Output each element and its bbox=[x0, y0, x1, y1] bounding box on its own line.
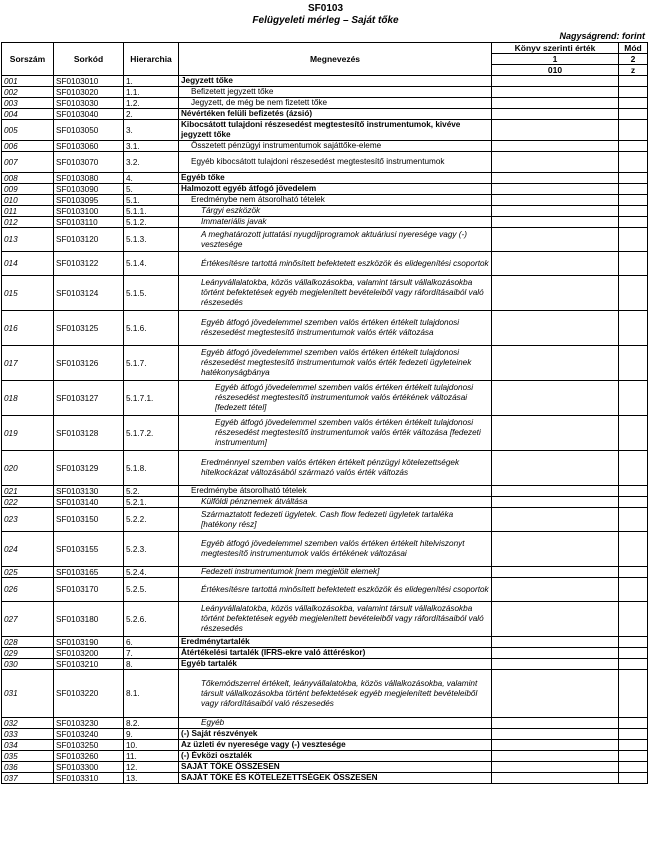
row-mod-cell[interactable] bbox=[619, 578, 648, 602]
row-code: SF0103125 bbox=[54, 311, 124, 346]
table-row bbox=[2, 381, 648, 416]
row-value-cell[interactable] bbox=[492, 252, 619, 276]
row-serial: 002 bbox=[2, 87, 54, 98]
row-name: Jegyzett, de még be nem fizetett tőke bbox=[179, 98, 492, 109]
row-serial: 012 bbox=[2, 217, 54, 228]
row-hierarchy: 5.1.7. bbox=[124, 346, 179, 381]
row-name: Egyéb átfogó jövedelemmel szemben valós értéken értékelt tulajdonosi részesedést megtestesítő instrumentumok valós érték változása [fedezeti instrumentum] bbox=[179, 416, 492, 451]
table-row bbox=[2, 670, 648, 718]
row-serial: 020 bbox=[2, 451, 54, 486]
table-row bbox=[2, 276, 648, 311]
table-row bbox=[2, 120, 648, 141]
row-hierarchy: 4. bbox=[124, 173, 179, 184]
row-name: Egyéb átfogó jövedelemmel szemben valós értéken értékelt tulajdonosi részesedést megtestesítő instrumentumok valós érték fedezeti ügyleteinek hatékonyságbánya bbox=[179, 346, 492, 381]
col-header-serial: Sorszám bbox=[2, 43, 54, 76]
row-hierarchy: 9. bbox=[124, 729, 179, 740]
table-row bbox=[2, 637, 648, 648]
table-row bbox=[2, 451, 648, 486]
row-hierarchy: 5.1.3. bbox=[124, 228, 179, 252]
table-row bbox=[2, 416, 648, 451]
row-value-cell[interactable] bbox=[492, 311, 619, 346]
row-name: Eredménybe nem átsorolható tételek bbox=[179, 195, 492, 206]
row-value-cell[interactable] bbox=[492, 659, 619, 670]
table-row bbox=[2, 217, 648, 228]
row-mod-cell[interactable] bbox=[619, 228, 648, 252]
row-serial: 018 bbox=[2, 381, 54, 416]
table-row bbox=[2, 508, 648, 532]
row-hierarchy: 5.2. bbox=[124, 486, 179, 497]
row-hierarchy: 5. bbox=[124, 184, 179, 195]
row-code: SF0103124 bbox=[54, 276, 124, 311]
row-serial: 003 bbox=[2, 98, 54, 109]
table-row bbox=[2, 141, 648, 152]
row-serial: 034 bbox=[2, 740, 54, 751]
col-code-value: 010 bbox=[492, 65, 619, 76]
row-hierarchy: 5.1.7.2. bbox=[124, 416, 179, 451]
row-value-cell[interactable] bbox=[492, 486, 619, 497]
row-mod-cell[interactable] bbox=[619, 252, 648, 276]
table-row bbox=[2, 228, 648, 252]
row-value-cell[interactable] bbox=[492, 637, 619, 648]
row-value-cell[interactable] bbox=[492, 206, 619, 217]
row-mod-cell[interactable] bbox=[619, 637, 648, 648]
table-row bbox=[2, 152, 648, 173]
row-value-cell[interactable] bbox=[492, 729, 619, 740]
row-mod-cell[interactable] bbox=[619, 497, 648, 508]
row-value-cell[interactable] bbox=[492, 578, 619, 602]
row-serial: 023 bbox=[2, 508, 54, 532]
row-name: Összetett pénzügyi instrumentumok sajáttőke-eleme bbox=[179, 141, 492, 152]
row-mod-cell[interactable] bbox=[619, 206, 648, 217]
row-mod-cell[interactable] bbox=[619, 195, 648, 206]
row-name: Értékesítésre tartottá minősített befektetett eszközök és elidegenítési csoportok bbox=[179, 578, 492, 602]
row-code: SF0103070 bbox=[54, 152, 124, 173]
row-serial: 021 bbox=[2, 486, 54, 497]
row-mod-cell[interactable] bbox=[619, 508, 648, 532]
row-value-cell[interactable] bbox=[492, 276, 619, 311]
row-code: SF0103300 bbox=[54, 762, 124, 773]
table-row bbox=[2, 751, 648, 762]
row-name: (-) Évközi osztalék bbox=[179, 751, 492, 762]
table-row bbox=[2, 740, 648, 751]
row-serial: 033 bbox=[2, 729, 54, 740]
row-mod-cell[interactable] bbox=[619, 120, 648, 141]
row-code: SF0103020 bbox=[54, 87, 124, 98]
row-name: Egyéb tartalék bbox=[179, 659, 492, 670]
row-value-cell[interactable] bbox=[492, 670, 619, 718]
row-name: Kibocsátott tulajdoni részesedést megtestesítő instrumentumok, kivéve jegyzett tőke bbox=[179, 120, 492, 141]
table-row bbox=[2, 729, 648, 740]
row-name: A meghatározott juttatási nyugdíjprogramok aktuáriusi nyeresége vagy (-) vesztesége bbox=[179, 228, 492, 252]
col-code-mod: z bbox=[619, 65, 648, 76]
row-hierarchy: 5.2.4. bbox=[124, 567, 179, 578]
row-serial: 008 bbox=[2, 173, 54, 184]
row-code: SF0103190 bbox=[54, 637, 124, 648]
row-name: Leányvállalatokba, közös vállalkozásokba, valamint társult vállalkozásokba történt befektetések egyéb megjelenített bevételeiből vagy ráfordításaiból való részesedés bbox=[179, 602, 492, 637]
row-code: SF0103030 bbox=[54, 98, 124, 109]
row-code: SF0103090 bbox=[54, 184, 124, 195]
row-name: Egyéb bbox=[179, 718, 492, 729]
row-serial: 029 bbox=[2, 648, 54, 659]
row-name: Eredménytartalék bbox=[179, 637, 492, 648]
row-serial: 025 bbox=[2, 567, 54, 578]
row-mod-cell[interactable] bbox=[619, 76, 648, 87]
row-value-cell[interactable] bbox=[492, 87, 619, 98]
row-name: Halmozott egyéb átfogó jövedelem bbox=[179, 184, 492, 195]
row-serial: 017 bbox=[2, 346, 54, 381]
col-number-value: 1 bbox=[492, 54, 619, 65]
row-hierarchy: 5.2.1. bbox=[124, 497, 179, 508]
row-mod-cell[interactable] bbox=[619, 98, 648, 109]
row-code: SF0103095 bbox=[54, 195, 124, 206]
row-name: Értékesítésre tartottá minősített befektetett eszközök és elidegenítési csoportok bbox=[179, 252, 492, 276]
table-row bbox=[2, 567, 648, 578]
row-code: SF0103122 bbox=[54, 252, 124, 276]
row-name: Jegyzett tőke bbox=[179, 76, 492, 87]
row-serial: 015 bbox=[2, 276, 54, 311]
row-mod-cell[interactable] bbox=[619, 109, 648, 120]
row-serial: 024 bbox=[2, 532, 54, 567]
row-mod-cell[interactable] bbox=[619, 532, 648, 567]
row-value-cell[interactable] bbox=[492, 346, 619, 381]
row-value-cell[interactable] bbox=[492, 532, 619, 567]
row-value-cell[interactable] bbox=[492, 152, 619, 173]
table-row bbox=[2, 346, 648, 381]
row-code: SF0103165 bbox=[54, 567, 124, 578]
row-mod-cell[interactable] bbox=[619, 659, 648, 670]
row-name: Névértéken felüli befizetés (ázsió) bbox=[179, 109, 492, 120]
row-name: Egyéb átfogó jövedelemmel szemben valós értéken értékelt tulajdonosi részesedést megtestesítő instrumentumok valós értékének változásai [fedezett tétel] bbox=[179, 381, 492, 416]
row-hierarchy: 10. bbox=[124, 740, 179, 751]
row-serial: 026 bbox=[2, 578, 54, 602]
row-code: SF0103310 bbox=[54, 773, 124, 784]
row-code: SF0103120 bbox=[54, 228, 124, 252]
row-hierarchy: 6. bbox=[124, 637, 179, 648]
row-hierarchy: 5.1.7.1. bbox=[124, 381, 179, 416]
row-serial: 014 bbox=[2, 252, 54, 276]
row-mod-cell[interactable] bbox=[619, 740, 648, 751]
row-mod-cell[interactable] bbox=[619, 381, 648, 416]
row-hierarchy: 1.2. bbox=[124, 98, 179, 109]
row-hierarchy: 3.1. bbox=[124, 141, 179, 152]
row-serial: 016 bbox=[2, 311, 54, 346]
row-serial: 027 bbox=[2, 602, 54, 637]
row-hierarchy: 8. bbox=[124, 659, 179, 670]
row-code: SF0103230 bbox=[54, 718, 124, 729]
row-serial: 028 bbox=[2, 637, 54, 648]
row-code: SF0103010 bbox=[54, 76, 124, 87]
row-value-cell[interactable] bbox=[492, 497, 619, 508]
row-mod-cell[interactable] bbox=[619, 486, 648, 497]
row-mod-cell[interactable] bbox=[619, 567, 648, 578]
table-row bbox=[2, 497, 648, 508]
row-serial: 001 bbox=[2, 76, 54, 87]
table-row bbox=[2, 252, 648, 276]
report-title: Felügyeleti mérleg – Saját tőke bbox=[252, 15, 399, 26]
row-code: SF0103126 bbox=[54, 346, 124, 381]
row-value-cell[interactable] bbox=[492, 648, 619, 659]
table-row bbox=[2, 311, 648, 346]
row-hierarchy: 11. bbox=[124, 751, 179, 762]
row-name: Átértékelési tartalék (IFRS-ekre való áttéréskor) bbox=[179, 648, 492, 659]
row-hierarchy: 13. bbox=[124, 773, 179, 784]
row-code: SF0103260 bbox=[54, 751, 124, 762]
row-hierarchy: 5.1.2. bbox=[124, 217, 179, 228]
row-code: SF0103080 bbox=[54, 173, 124, 184]
row-code: SF0103210 bbox=[54, 659, 124, 670]
row-hierarchy: 1.1. bbox=[124, 87, 179, 98]
row-hierarchy: 5.1.1. bbox=[124, 206, 179, 217]
row-serial: 032 bbox=[2, 718, 54, 729]
col-number-mod: 2 bbox=[619, 54, 648, 65]
row-mod-cell[interactable] bbox=[619, 718, 648, 729]
row-mod-cell[interactable] bbox=[619, 276, 648, 311]
table-row bbox=[2, 578, 648, 602]
row-mod-cell[interactable] bbox=[619, 762, 648, 773]
row-serial: 006 bbox=[2, 141, 54, 152]
row-hierarchy: 8.2. bbox=[124, 718, 179, 729]
row-mod-cell[interactable] bbox=[619, 416, 648, 451]
row-value-cell[interactable] bbox=[492, 751, 619, 762]
table-row bbox=[2, 648, 648, 659]
row-hierarchy: 2. bbox=[124, 109, 179, 120]
row-hierarchy: 5.2.2. bbox=[124, 508, 179, 532]
row-serial: 022 bbox=[2, 497, 54, 508]
row-value-cell[interactable] bbox=[492, 416, 619, 451]
table-row bbox=[2, 718, 648, 729]
row-mod-cell[interactable] bbox=[619, 773, 648, 784]
row-serial: 036 bbox=[2, 762, 54, 773]
row-value-cell[interactable] bbox=[492, 740, 619, 751]
row-hierarchy: 3. bbox=[124, 120, 179, 141]
row-code: SF0103140 bbox=[54, 497, 124, 508]
row-value-cell[interactable] bbox=[492, 602, 619, 637]
table-row bbox=[2, 109, 648, 120]
table-row bbox=[2, 773, 648, 784]
row-hierarchy: 5.2.3. bbox=[124, 532, 179, 567]
row-code: SF0103040 bbox=[54, 109, 124, 120]
row-mod-cell[interactable] bbox=[619, 141, 648, 152]
row-mod-cell[interactable] bbox=[619, 451, 648, 486]
row-code: SF0103220 bbox=[54, 670, 124, 718]
row-code: SF0103200 bbox=[54, 648, 124, 659]
row-name: (-) Saját részvények bbox=[179, 729, 492, 740]
row-value-cell[interactable] bbox=[492, 98, 619, 109]
row-name: Leányvállalatokba, közös vállalkozásokba, valamint társult vállalkozásokba történt befektetések egyéb megjelenített bevételeiből vagy ráfordításaiból való részesedés bbox=[179, 276, 492, 311]
table-row bbox=[2, 87, 648, 98]
row-serial: 019 bbox=[2, 416, 54, 451]
row-mod-cell[interactable] bbox=[619, 173, 648, 184]
row-name: Eredménybe átsorolható tételek bbox=[179, 486, 492, 497]
row-hierarchy: 5.2.6. bbox=[124, 602, 179, 637]
row-name: Tárgyi eszközök bbox=[179, 206, 492, 217]
row-mod-cell[interactable] bbox=[619, 87, 648, 98]
row-value-cell[interactable] bbox=[492, 508, 619, 532]
row-value-cell[interactable] bbox=[492, 567, 619, 578]
row-name: Származtatott fedezeti ügyletek. Cash flow fedezeti ügyletek tartaléka [hatékony rész] bbox=[179, 508, 492, 532]
row-hierarchy: 5.1. bbox=[124, 195, 179, 206]
row-value-cell[interactable] bbox=[492, 762, 619, 773]
row-hierarchy: 7. bbox=[124, 648, 179, 659]
table-row bbox=[2, 76, 648, 87]
row-value-cell[interactable] bbox=[492, 109, 619, 120]
row-code: SF0103155 bbox=[54, 532, 124, 567]
row-serial: 037 bbox=[2, 773, 54, 784]
row-hierarchy: 3.2. bbox=[124, 152, 179, 173]
row-code: SF0103130 bbox=[54, 486, 124, 497]
row-serial: 013 bbox=[2, 228, 54, 252]
row-hierarchy: 5.1.6. bbox=[124, 311, 179, 346]
row-mod-cell[interactable] bbox=[619, 602, 648, 637]
row-mod-cell[interactable] bbox=[619, 184, 648, 195]
table-row bbox=[2, 173, 648, 184]
row-code: SF0103180 bbox=[54, 602, 124, 637]
row-serial: 030 bbox=[2, 659, 54, 670]
row-serial: 009 bbox=[2, 184, 54, 195]
row-value-cell[interactable] bbox=[492, 773, 619, 784]
row-value-cell[interactable] bbox=[492, 173, 619, 184]
col-header-name: Megnevezés bbox=[179, 43, 492, 76]
row-serial: 005 bbox=[2, 120, 54, 141]
row-name: Eredménnyel szemben valós értéken értékelt pénzügyi kötelezettségek hitelkockázat változásából származó valós érték változás bbox=[179, 451, 492, 486]
row-code: SF0103100 bbox=[54, 206, 124, 217]
row-value-cell[interactable] bbox=[492, 184, 619, 195]
row-name: SAJÁT TŐKE ÖSSZESEN bbox=[179, 762, 492, 773]
row-value-cell[interactable] bbox=[492, 195, 619, 206]
row-hierarchy: 8.1. bbox=[124, 670, 179, 718]
row-serial: 011 bbox=[2, 206, 54, 217]
row-value-cell[interactable] bbox=[492, 451, 619, 486]
row-code: SF0103250 bbox=[54, 740, 124, 751]
row-name: Tőkemódszerrel értékelt, leányvállalatokba, közös vállalkozásokba, valamint társult vállalkozásokba történt befektetések egyéb megjelenített bevételeiből vagy ráfordításaiból való részesedés bbox=[179, 670, 492, 718]
row-hierarchy: 12. bbox=[124, 762, 179, 773]
row-value-cell[interactable] bbox=[492, 228, 619, 252]
row-code: SF0103128 bbox=[54, 416, 124, 451]
row-value-cell[interactable] bbox=[492, 217, 619, 228]
col-header-mod: Mód bbox=[619, 43, 648, 54]
row-name: Befizetett jegyzett tőke bbox=[179, 87, 492, 98]
row-name: Egyéb átfogó jövedelemmel szemben valós értéken értékelt hitelviszonyt megtestesítő instrumentumok valós értékének változásai bbox=[179, 532, 492, 567]
report-code: SF0103 bbox=[307, 3, 344, 14]
col-header-code: Sorkód bbox=[54, 43, 124, 76]
row-name: Az üzleti év nyeresége vagy (-) vesztesége bbox=[179, 740, 492, 751]
row-serial: 035 bbox=[2, 751, 54, 762]
row-mod-cell[interactable] bbox=[619, 648, 648, 659]
row-value-cell[interactable] bbox=[492, 76, 619, 87]
table-row bbox=[2, 206, 648, 217]
row-serial: 031 bbox=[2, 670, 54, 718]
row-hierarchy: 5.1.8. bbox=[124, 451, 179, 486]
row-value-cell[interactable] bbox=[492, 141, 619, 152]
row-name: Egyéb kibocsátott tulajdoni részesedést megtestesítő instrumentumok bbox=[179, 152, 492, 173]
row-code: SF0103127 bbox=[54, 381, 124, 416]
col-header-value: Könyv szerinti érték bbox=[492, 43, 619, 54]
row-name: Egyéb átfogó jövedelemmel szemben valós értéken értékelt tulajdonosi részesedést megtestesítő instrumentumok valós érték változása bbox=[179, 311, 492, 346]
equity-table bbox=[1, 42, 648, 784]
row-serial: 007 bbox=[2, 152, 54, 173]
row-mod-cell[interactable] bbox=[619, 751, 648, 762]
row-mod-cell[interactable] bbox=[619, 217, 648, 228]
row-mod-cell[interactable] bbox=[619, 729, 648, 740]
row-serial: 004 bbox=[2, 109, 54, 120]
table-row bbox=[2, 602, 648, 637]
row-serial: 010 bbox=[2, 195, 54, 206]
row-name: Immateriális javak bbox=[179, 217, 492, 228]
row-name: Egyéb tőke bbox=[179, 173, 492, 184]
row-code: SF0103170 bbox=[54, 578, 124, 602]
row-code: SF0103129 bbox=[54, 451, 124, 486]
table-row bbox=[2, 184, 648, 195]
row-mod-cell[interactable] bbox=[619, 670, 648, 718]
row-hierarchy: 1. bbox=[124, 76, 179, 87]
table-row bbox=[2, 762, 648, 773]
col-header-hierarchy: Hierarchia bbox=[124, 43, 179, 76]
row-hierarchy: 5.1.4. bbox=[124, 252, 179, 276]
row-value-cell[interactable] bbox=[492, 718, 619, 729]
row-code: SF0103150 bbox=[54, 508, 124, 532]
row-name: Külföldi pénznemek átváltása bbox=[179, 497, 492, 508]
row-name: Fedezeti instrumentumok [nem megjelölt elemek] bbox=[179, 567, 492, 578]
row-hierarchy: 5.2.5. bbox=[124, 578, 179, 602]
row-value-cell[interactable] bbox=[492, 381, 619, 416]
row-code: SF0103050 bbox=[54, 120, 124, 141]
row-mod-cell[interactable] bbox=[619, 311, 648, 346]
unit-note: Nagyságrend: forint bbox=[559, 31, 645, 41]
table-body bbox=[2, 76, 648, 784]
row-code: SF0103110 bbox=[54, 217, 124, 228]
table-row bbox=[2, 486, 648, 497]
row-code: SF0103240 bbox=[54, 729, 124, 740]
row-mod-cell[interactable] bbox=[619, 346, 648, 381]
table-row bbox=[2, 98, 648, 109]
row-code: SF0103060 bbox=[54, 141, 124, 152]
table-row bbox=[2, 532, 648, 567]
row-mod-cell[interactable] bbox=[619, 152, 648, 173]
table-row bbox=[2, 659, 648, 670]
table-row bbox=[2, 195, 648, 206]
row-value-cell[interactable] bbox=[492, 120, 619, 141]
row-hierarchy: 5.1.5. bbox=[124, 276, 179, 311]
row-name: SAJÁT TŐKE ÉS KÖTELEZETTSÉGEK ÖSSZESEN bbox=[179, 773, 492, 784]
